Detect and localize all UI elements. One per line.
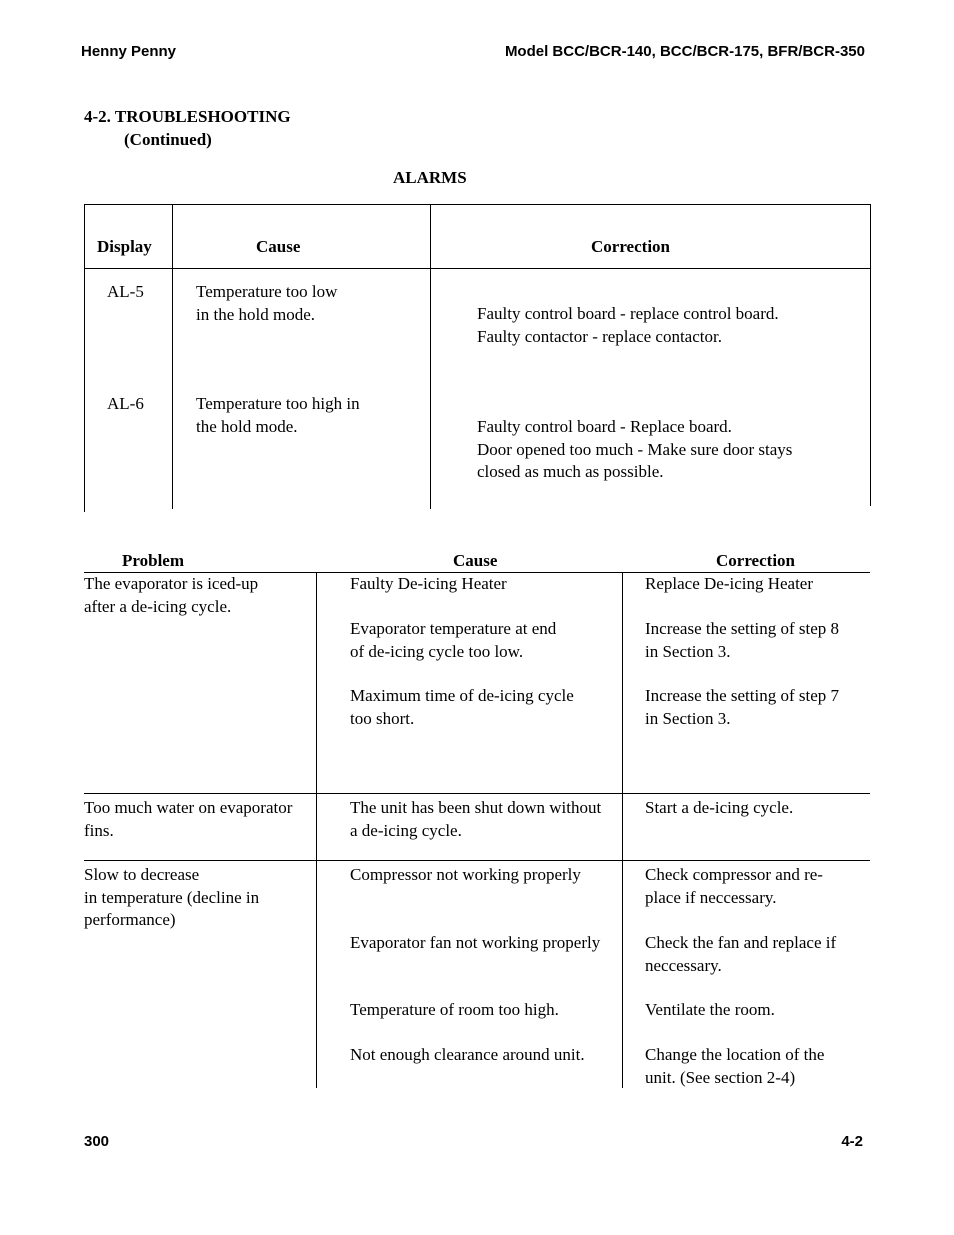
alarms-divider-2	[430, 204, 431, 509]
alarm-cause: Temperature too high in the hold mode.	[196, 394, 360, 436]
alarms-right-border	[870, 204, 871, 506]
problems-header-correction: Correction	[716, 551, 795, 570]
problem-text: Slow to decrease in temperature (decline in performance)	[84, 865, 260, 929]
problems-column-divider-1	[316, 572, 317, 1088]
alarm-code: AL-5	[107, 282, 144, 301]
problem-text: Too much water on evaporator fins.	[84, 798, 293, 840]
alarms-header-divider	[84, 268, 871, 269]
footer-page-code: 300	[84, 1133, 110, 1150]
cause-text: Temperature of room too high.	[350, 1000, 559, 1019]
correction-text: Start a de-icing cycle.	[645, 798, 794, 817]
cause-text: Evaporator temperature at end of de-icing cycle too low.	[350, 619, 557, 661]
cause-text: Evaporator fan not working properly	[350, 933, 601, 952]
cause-text: Maximum time of de-icing cycle too short.	[350, 686, 574, 728]
alarms-header-cause: Cause	[256, 237, 301, 256]
header-brand: Henny Penny	[81, 43, 177, 60]
cause-text: Not enough clearance around unit.	[350, 1045, 585, 1064]
alarm-cause: Temperature too low in the hold mode.	[196, 282, 338, 324]
section-title: 4-2. TROUBLESHOOTING	[84, 107, 291, 126]
correction-text: Increase the setting of step 7 in Section 3.	[645, 686, 840, 728]
header-model: Model BCC/BCR-140, BCC/BCR-175, BFR/BCR-350	[504, 43, 865, 60]
alarms-title: ALARMS	[393, 168, 467, 187]
alarms-left-border	[84, 204, 85, 512]
footer-page-number: 4-2	[841, 1133, 863, 1150]
correction-text: Ventilate the room.	[645, 1000, 775, 1019]
problems-header-problem: Problem	[122, 551, 185, 570]
problems-column-divider-2	[622, 572, 623, 1088]
correction-text: Increase the setting of step 8 in Section 3.	[645, 619, 840, 661]
problem-text: The evaporator is iced-up after a de-icing cycle.	[84, 574, 259, 616]
alarms-top-border	[84, 204, 871, 205]
problems-row-divider-1	[84, 793, 870, 794]
cause-text: Faulty De-icing Heater	[350, 574, 507, 593]
problems-row-divider-2	[84, 860, 870, 861]
alarm-correction: Faulty control board - replace control board. Faulty contactor - replace contactor.	[477, 304, 779, 346]
problems-header-cause: Cause	[453, 551, 498, 570]
correction-text: Check the fan and replace if neccessary.	[645, 933, 837, 975]
alarm-correction: Faulty control board - Replace board. Door opened too much - Make sure door stays closed as much as possible.	[477, 417, 793, 481]
alarm-code: AL-6	[107, 394, 144, 413]
cause-text: Compressor not working properly	[350, 865, 581, 884]
cause-text: The unit has been shut down without a de-icing cycle.	[350, 798, 602, 840]
alarms-header-correction: Correction	[591, 237, 670, 256]
correction-text: Replace De-icing Heater	[645, 574, 814, 593]
alarms-divider-1	[172, 204, 173, 509]
correction-text: Check compressor and re- place if neccessary.	[645, 865, 823, 907]
section-continued: (Continued)	[124, 130, 212, 149]
alarms-header-display: Display	[97, 237, 152, 256]
correction-text: Change the location of the unit. (See section 2-4)	[645, 1045, 825, 1087]
